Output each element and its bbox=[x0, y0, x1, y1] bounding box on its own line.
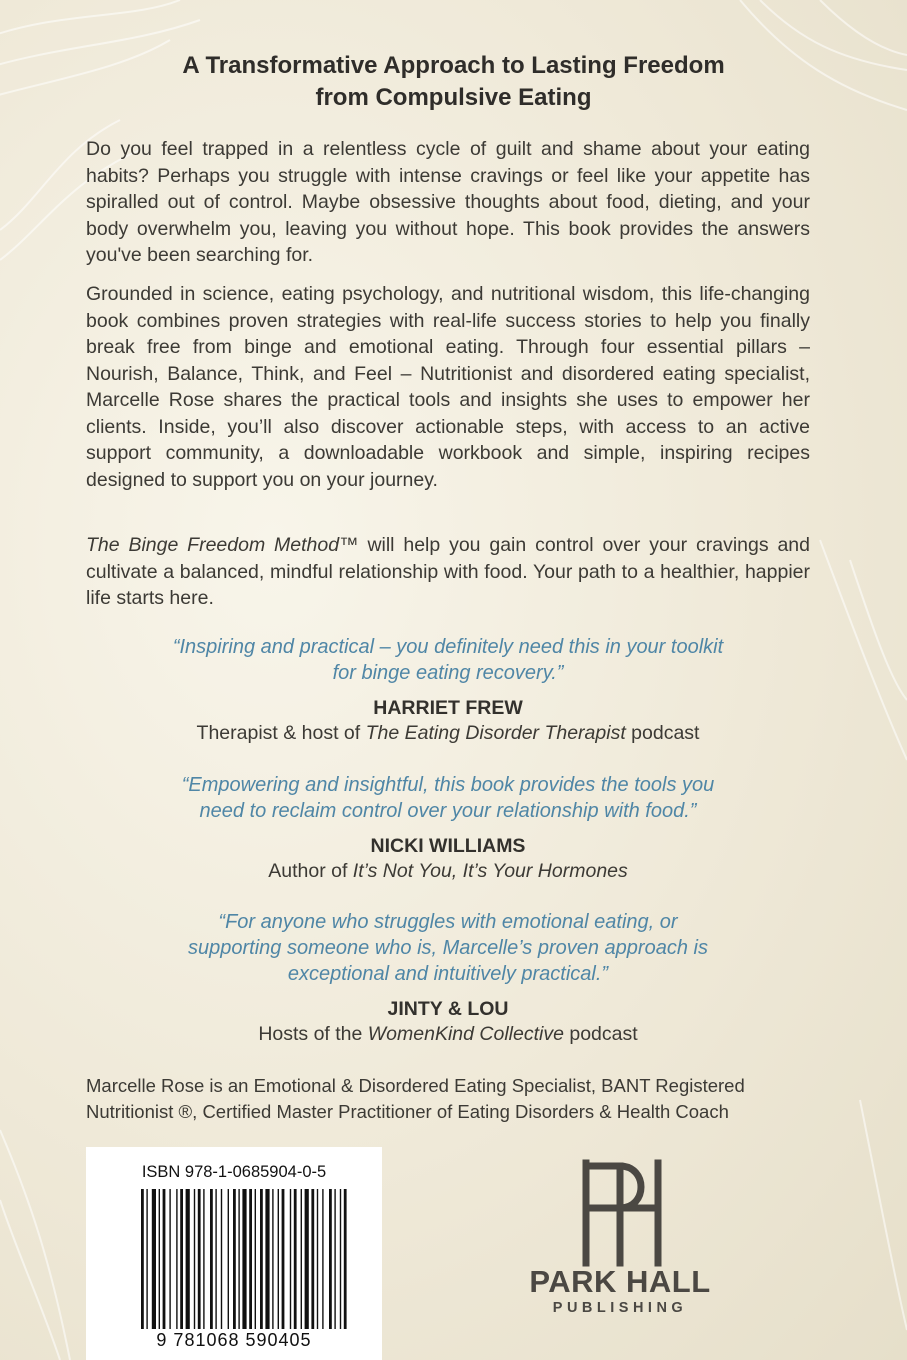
testimonial-quote-3 bbox=[86, 909, 810, 987]
author-bio bbox=[86, 1073, 810, 1125]
barcode-digits: 9 781068 590405 bbox=[156, 1330, 312, 1350]
testimonial-role-1 bbox=[86, 722, 810, 745]
testimonial-role-3 bbox=[86, 1023, 810, 1046]
role-prefix: Author of bbox=[268, 860, 353, 882]
testimonial-name-2: NICKI WILLIAMS bbox=[370, 835, 526, 857]
closing-text: will help you gain control over your cravings and cultivate a balanced, mindful relationship with food. Your path to a healthier, happier life starts here. bbox=[86, 534, 810, 609]
park-hall-monogram-logo bbox=[568, 1158, 678, 1268]
role-title: It’s Not You, It’s Your Hormones bbox=[352, 860, 628, 882]
heading-line-1: A Transformative Approach to Lasting Freedom bbox=[182, 52, 725, 79]
testimonial-role-2 bbox=[86, 860, 810, 883]
role-suffix: podcast bbox=[625, 722, 700, 744]
testimonial-quote-2 bbox=[86, 772, 810, 824]
role-prefix: Hosts of the bbox=[258, 1023, 368, 1045]
description-paragraph: Grounded in science, eating psychology, and nutritional wisdom, this life-changing book combines proven strategies with real-life success stories to help you finally break free from binge and emotional eating. Through four essential pillars – Nourish, Balance, Think, and Feel – Nutritionist and disordered eating specialist, Marcelle Rose shares the practical tools and insights she uses to empower her clients. Inside, you’ll also discover actionable steps, with access to an active support community, a downloadable workbook and simple, inspiring recipes designed to support you on your journey. bbox=[86, 283, 810, 491]
intro-paragraph: Do you feel trapped in a relentless cycle of guilt and shame about your eating habits? Perhaps you struggle with intense cravings or feel like your appetite has spiralled out of control. Maybe obsessive thoughts about food, dieting, and your body overwhelm you, leaving you without hope. This book provides the answers you've been searching for. bbox=[86, 138, 810, 266]
testimonial-quote-1 bbox=[86, 634, 810, 686]
closing-paragraph bbox=[86, 532, 810, 612]
quote-line: “Inspiring and practical – you definitely need this in your toolkit bbox=[172, 636, 724, 658]
bio-line: Nutritionist ®, Certified Master Practitioner of Eating Disorders & Health Coach bbox=[86, 1101, 729, 1122]
quote-line: exceptional and intuitively practical.” bbox=[287, 963, 609, 985]
role-suffix: podcast bbox=[563, 1023, 638, 1045]
quote-line: for binge eating recovery.” bbox=[332, 662, 564, 684]
quote-line: “Empowering and insightful, this book provides the tools you bbox=[181, 774, 715, 796]
publisher-name: PARK HALL bbox=[529, 1264, 711, 1299]
quote-line: need to reclaim control over your relationship with food.” bbox=[199, 800, 697, 822]
role-title: WomenKind Collective bbox=[367, 1023, 564, 1045]
bio-line: Marcelle Rose is an Emotional & Disordered Eating Specialist, BANT Registered bbox=[86, 1075, 745, 1096]
quote-line: supporting someone who is, Marcelle’s proven approach is bbox=[188, 937, 708, 959]
isbn-number: ISBN 978-1-0685904-0-5 bbox=[141, 1163, 327, 1181]
heading-line-2: from Compulsive Eating bbox=[315, 84, 592, 111]
barcode-icon bbox=[141, 1189, 351, 1329]
barcode-panel bbox=[86, 1147, 382, 1360]
back-cover-heading bbox=[90, 50, 817, 114]
quote-line: “For anyone who struggles with emotional eating, or bbox=[218, 911, 678, 933]
testimonial-name-3: JINTY & LOU bbox=[387, 998, 509, 1020]
role-title: The Eating Disorder Therapist bbox=[365, 722, 626, 744]
book-title: The Binge Freedom Method™ bbox=[86, 534, 359, 556]
testimonial-name-1: HARRIET FREW bbox=[373, 697, 523, 719]
role-prefix: Therapist & host of bbox=[196, 722, 366, 744]
publisher-subtitle: PUBLISHING bbox=[552, 1300, 688, 1316]
